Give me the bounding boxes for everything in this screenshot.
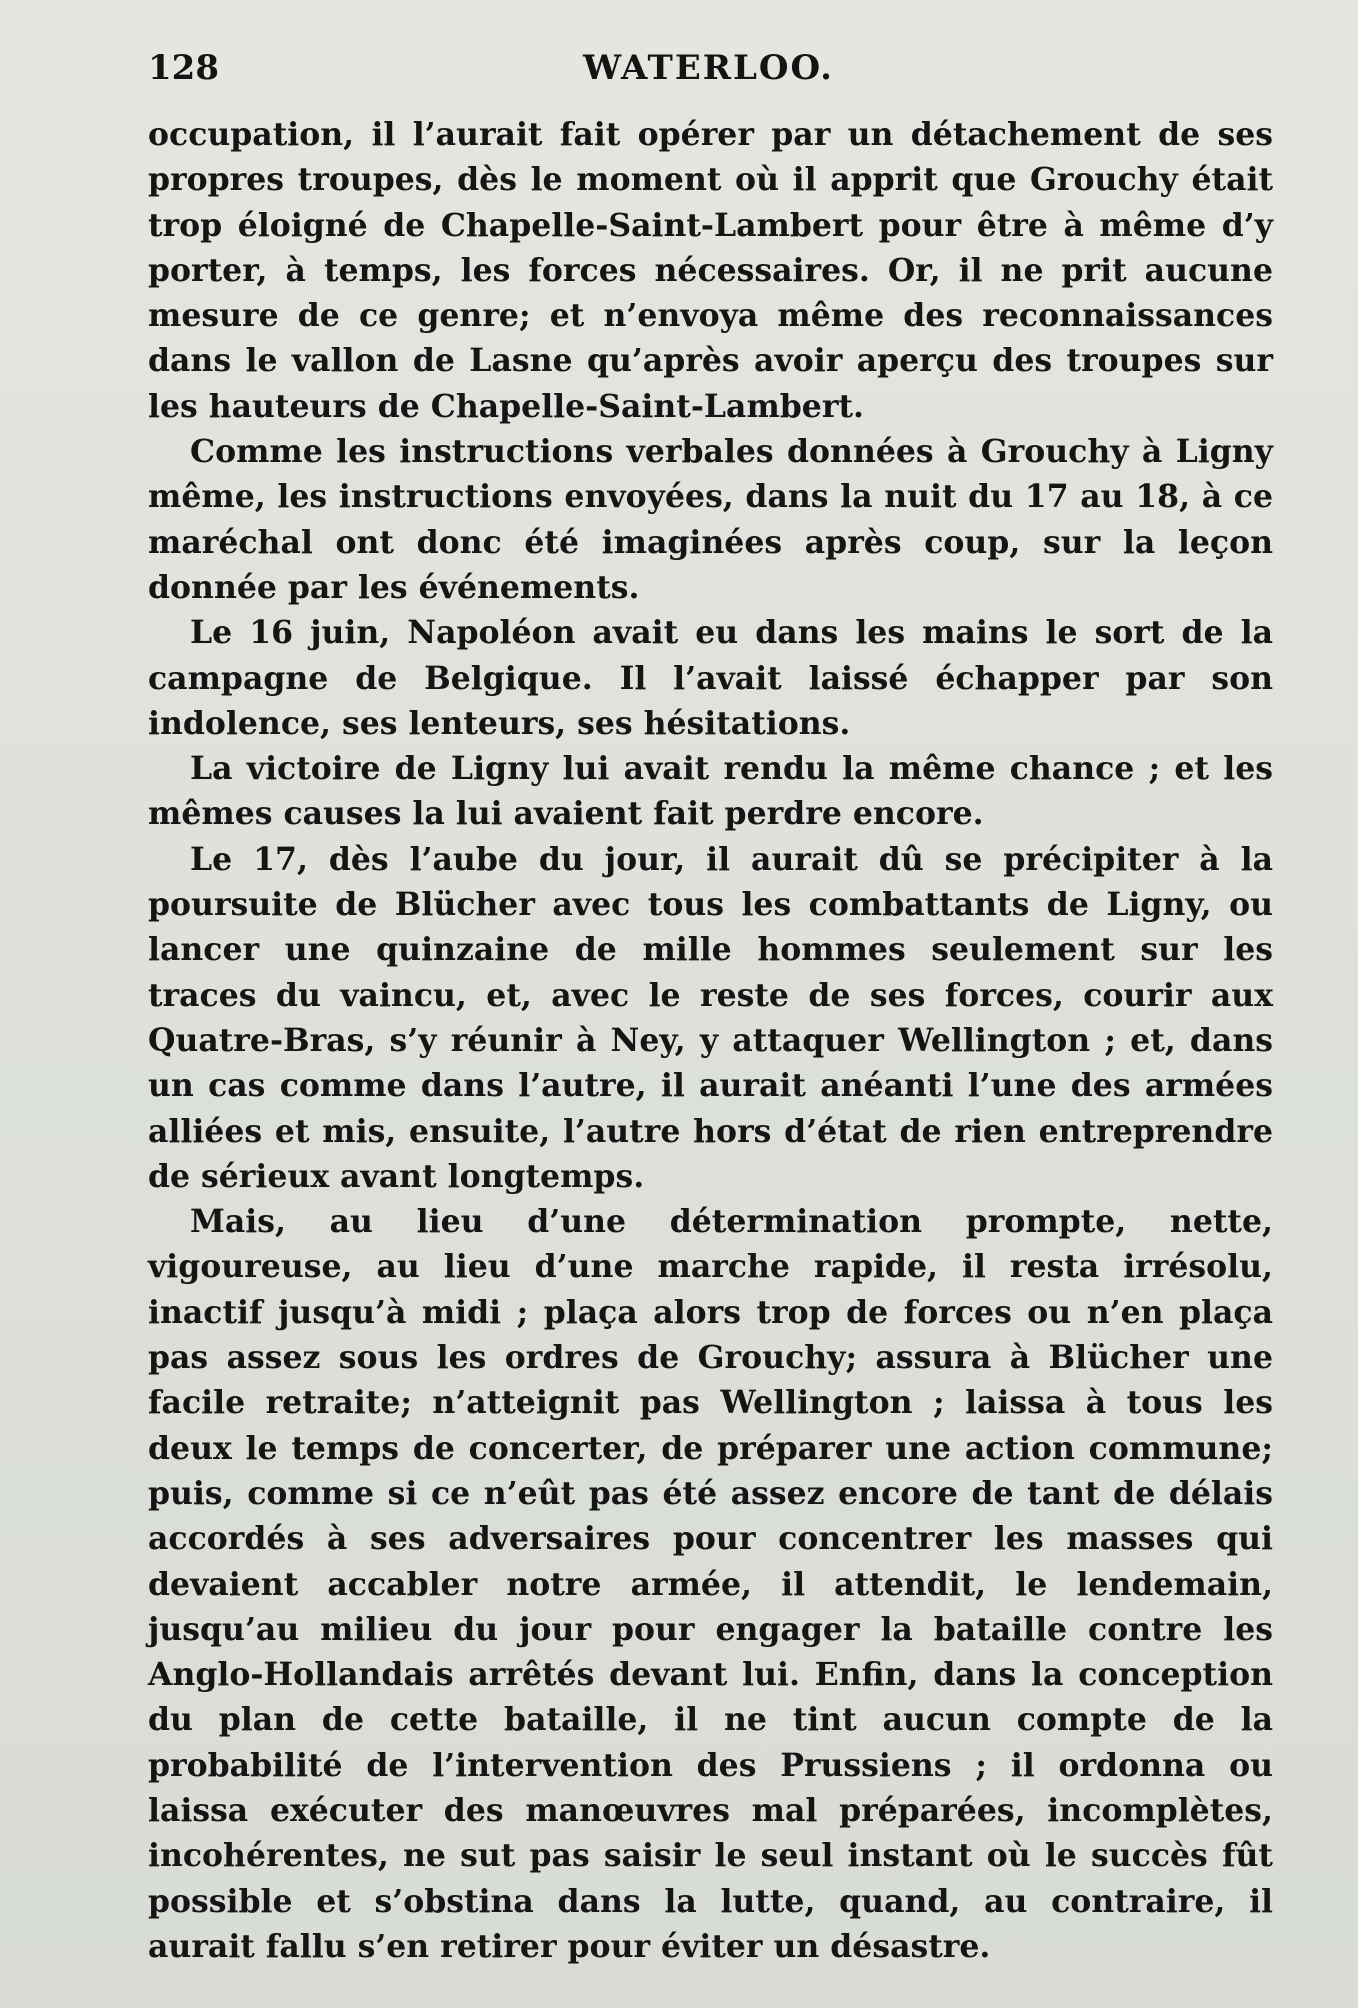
page-number: 128 [148, 48, 219, 88]
paragraph: La victoire de Ligny lui avait rendu la même chance ; et les mêmes causes la lui avaient fait perdre encore. [148, 750, 1273, 833]
body-text [148, 112, 1273, 1969]
paragraph: Mais, au lieu d’une détermination prompte, nette, vigoureuse, au lieu d’une marche rapide, il resta irrésolu, inactif jusqu’à midi ; plaça alors trop de forces ou n’en plaça pas assez sous les ordres de Grouchy; assura à Blücher une facile retraite; n’atteignit pas Wellington ; laissa à tous les deux le temps de concerter, de préparer une action commune; puis, comme si ce n’eût pas été assez encore de tant de délais accordés à ses adversaires pour concentrer les masses qui devaient accabler notre armée, il attendit, le lendemain, jusqu’au milieu du jour pour engager la bataille contre les Anglo-Hollandais arrêtés devant lui. Enfin, dans la conception du plan de cette bataille, il ne tint aucun compte de la probabilité de l’intervention des Prussiens ; il ordonna ou laissa exécuter des manœuvres mal préparées, incomplètes, incohérentes, ne sut pas saisir le seul instant où le succès fût possible et s’obstina dans la lutte, quand, au contraire, il aurait fallu s’en retirer pour éviter un désastre. [148, 1203, 1273, 1965]
paragraph: occupation, il l’aurait fait opérer par un détachement de ses propres troupes, dès le moment où il apprit que Grouchy était trop éloigné de Chapelle-Saint-Lambert pour être à même d’y porter, à temps, les forces nécessaires. Or, il ne prit aucune mesure de ce genre; et n’envoya même des reconnaissances dans le vallon de Lasne qu’après avoir aperçu des troupes sur les hauteurs de Chapelle-Saint-Lambert. [148, 116, 1273, 425]
paragraph: Le 16 juin, Napoléon avait eu dans les mains le sort de la campagne de Belgique. Il l’avait laissé échapper par son indolence, ses lenteurs, ses hésitations. [148, 614, 1273, 742]
page-header [148, 40, 1278, 100]
running-title: WATERLOO. [583, 48, 834, 88]
paragraph: Comme les instructions verbales données à Grouchy à Ligny même, les instructions envoyées, dans la nuit du 17 au 18, à ce maréchal ont donc été imaginées après coup, sur la leçon donnée par les événements. [148, 433, 1273, 606]
paragraph: Le 17, dès l’aube du jour, il aurait dû se précipiter à la poursuite de Blücher avec tous les combattants de Ligny, ou lancer une quinzaine de mille hommes seulement sur les traces du vaincu, et, avec le reste de ses forces, courir aux Quatre-Bras, s’y réunir à Ney, y attaquer Wellington ; et, dans un cas comme dans l’autre, il aurait anéanti l’une des armées alliées et mis, ensuite, l’autre hors d’état de rien entreprendre de sérieux avant longtemps. [148, 840, 1273, 1195]
